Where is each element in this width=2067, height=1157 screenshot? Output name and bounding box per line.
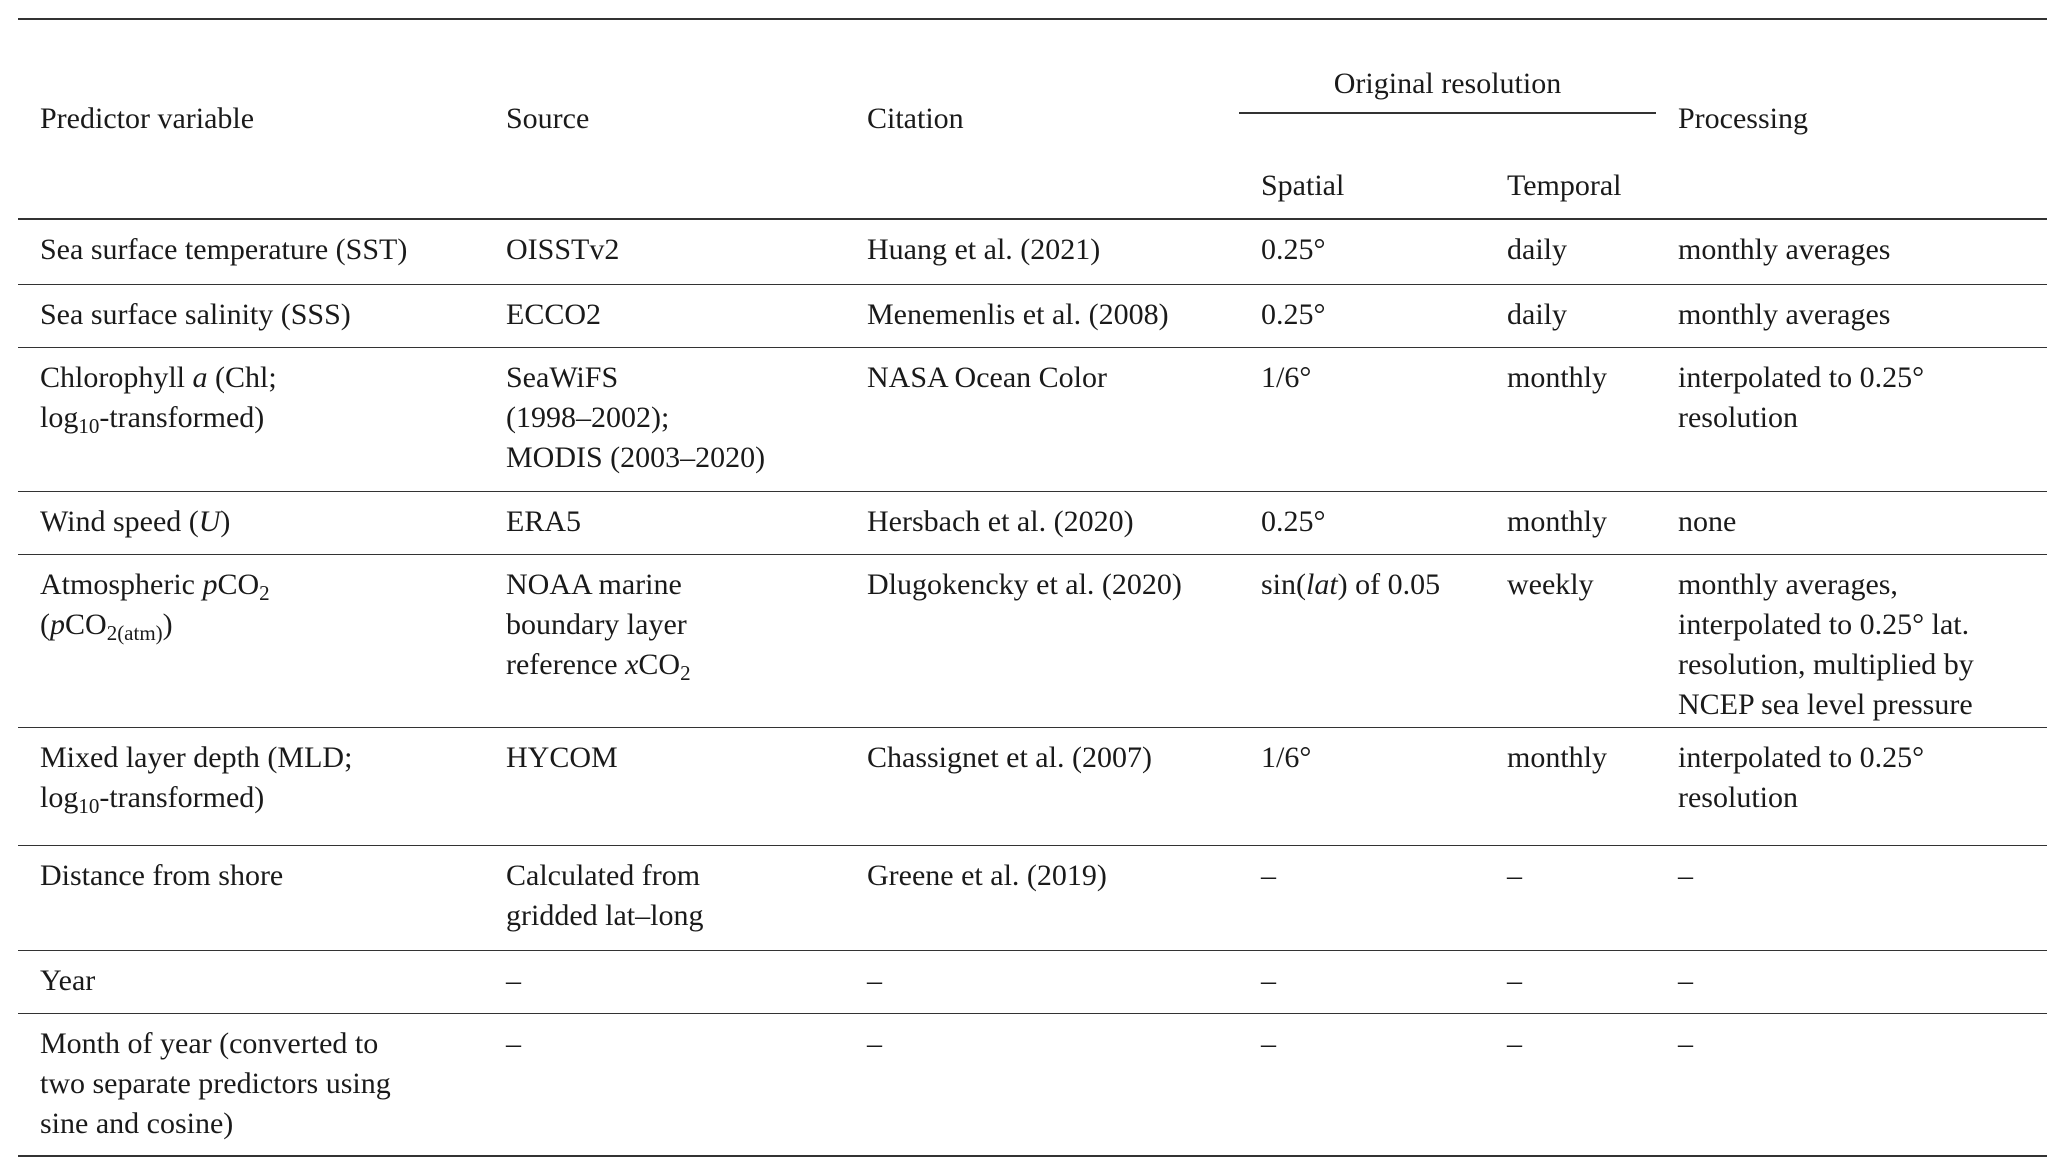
- cell-text: Sea surface temperature (SST): [40, 233, 408, 266]
- cell-text: monthly: [1507, 360, 1608, 394]
- predictor-variables-table: [18, 18, 2047, 1157]
- cell-source: [484, 1013, 845, 1156]
- cell-text: ): [220, 504, 231, 538]
- cell-text: -transformed): [99, 780, 265, 814]
- cell-text: Mixed layer depth (MLD; log: [40, 740, 353, 814]
- header-source: Source: [506, 102, 590, 135]
- table-row: [18, 554, 2047, 727]
- cell-text: daily: [1507, 233, 1567, 266]
- cell-text: Sea surface salinity (SSS): [40, 297, 351, 331]
- cell-citation: [845, 491, 1239, 554]
- cell-text: ): [162, 607, 173, 641]
- cell-spatial: [1239, 284, 1485, 347]
- subscript-text: 2: [259, 580, 270, 605]
- cell-text: –: [1261, 1026, 1276, 1060]
- cell-text: Greene et al. (2019): [867, 858, 1107, 892]
- italic-text: lat: [1306, 567, 1338, 601]
- cell-text: Hersbach et al. (2020): [867, 504, 1134, 538]
- cell-source: [484, 219, 845, 284]
- cell-citation: [845, 1013, 1239, 1156]
- cell-text: 1/6°: [1261, 740, 1312, 774]
- cell-predictor: [18, 491, 484, 554]
- cell-text: interpolated to 0.25° resolution: [1678, 360, 1925, 434]
- cell-text: none: [1678, 504, 1737, 538]
- italic-text: p: [202, 567, 218, 601]
- cell-source: [484, 347, 845, 491]
- cell-text: -transformed): [99, 400, 265, 434]
- cell-text: –: [1261, 858, 1276, 892]
- cell-citation: [845, 727, 1239, 845]
- subscript-text: 2: [680, 660, 691, 685]
- cell-temporal: [1485, 950, 1656, 1013]
- cell-temporal: [1485, 347, 1656, 491]
- cell-text: Month of year (converted to two separate predictors using sine and cosine): [40, 1026, 391, 1140]
- cell-text: interpolated to 0.25° resolution: [1678, 740, 1925, 814]
- cell-text: –: [1678, 858, 1693, 892]
- cell-text: Distance from shore: [40, 858, 284, 892]
- cell-predictor: [18, 284, 484, 347]
- cell-temporal: [1485, 845, 1656, 950]
- cell-predictor: [18, 1013, 484, 1156]
- cell-predictor: [18, 219, 484, 284]
- cell-temporal: [1485, 727, 1656, 845]
- table-row: [18, 284, 2047, 347]
- cell-spatial: [1239, 491, 1485, 554]
- cell-text: –: [506, 963, 521, 997]
- cell-source: [484, 845, 845, 950]
- cell-text: Menemenlis et al. (2008): [867, 297, 1169, 331]
- cell-text: 1/6°: [1261, 360, 1312, 394]
- cell-spatial: [1239, 845, 1485, 950]
- cell-text: weekly: [1507, 567, 1594, 601]
- cell-source: [484, 727, 845, 845]
- cell-spatial: [1239, 950, 1485, 1013]
- cell-text: ERA5: [506, 504, 581, 538]
- cell-temporal: [1485, 491, 1656, 554]
- cell-text: NASA Ocean Color: [867, 360, 1107, 394]
- cell-text: monthly: [1507, 740, 1608, 774]
- cell-spatial: [1239, 727, 1485, 845]
- cell-text: –: [1678, 1026, 1693, 1060]
- cell-processing: [1656, 491, 2047, 554]
- cell-text: Chlorophyll: [40, 360, 193, 394]
- cell-citation: [845, 347, 1239, 491]
- cell-text: –: [867, 963, 882, 997]
- cell-citation: [845, 845, 1239, 950]
- cell-text: 0.25°: [1261, 233, 1326, 266]
- cell-text: CO: [217, 567, 260, 601]
- cell-citation: [845, 950, 1239, 1013]
- header-spatial: Spatial: [1261, 169, 1345, 202]
- cell-text: SeaWiFS (1998–2002); MODIS (2003–2020): [506, 360, 766, 474]
- italic-text: x: [625, 647, 639, 681]
- header-original-resolution-label: Original resolution: [1239, 60, 1656, 114]
- cell-processing: [1656, 845, 2047, 950]
- cell-text: –: [867, 1026, 882, 1060]
- italic-text: p: [50, 607, 65, 641]
- cell-text: Atmospheric: [40, 567, 203, 601]
- subscript-text: 10: [78, 793, 100, 818]
- cell-citation: [845, 554, 1239, 727]
- cell-text: Chassignet et al. (2007): [867, 740, 1152, 774]
- cell-spatial: [1239, 554, 1485, 727]
- cell-text: –: [1507, 1026, 1522, 1060]
- cell-citation: [845, 219, 1239, 284]
- cell-source: [484, 491, 845, 554]
- cell-source: [484, 554, 845, 727]
- cell-text: –: [1507, 858, 1522, 892]
- cell-source: [484, 284, 845, 347]
- table-row: [18, 219, 2047, 284]
- table-row: [18, 491, 2047, 554]
- cell-spatial: [1239, 1013, 1485, 1156]
- cell-text: –: [1507, 963, 1522, 997]
- cell-text: monthly averages: [1678, 297, 1891, 331]
- cell-text: sin(: [1261, 567, 1306, 601]
- table-row: [18, 1013, 2047, 1156]
- table-row: [18, 347, 2047, 491]
- cell-text: (: [40, 607, 50, 641]
- cell-temporal: [1485, 554, 1656, 727]
- italic-text: a: [192, 360, 208, 394]
- subscript-text: 10: [78, 413, 100, 438]
- cell-text: Calculated from gridded lat–long: [506, 858, 704, 932]
- cell-text: (Chl; log: [40, 360, 277, 434]
- header-citation: Citation: [867, 102, 964, 135]
- cell-text: HYCOM: [506, 740, 618, 774]
- italic-text: U: [198, 504, 221, 538]
- header-original-resolution: [1239, 19, 1656, 154]
- cell-temporal: [1485, 284, 1656, 347]
- cell-predictor: [18, 347, 484, 491]
- cell-text: Year: [40, 963, 96, 997]
- cell-predictor: [18, 950, 484, 1013]
- subscript-text: 2(atm): [106, 620, 163, 645]
- table-row: [18, 727, 2047, 845]
- cell-predictor: [18, 845, 484, 950]
- cell-processing: [1656, 950, 2047, 1013]
- cell-text: 0.25°: [1261, 297, 1326, 331]
- cell-text: NOAA marine boundary layer reference: [506, 567, 687, 681]
- cell-text: ECCO2: [506, 297, 602, 331]
- cell-text: Wind speed (: [40, 504, 199, 538]
- cell-spatial: [1239, 347, 1485, 491]
- table-body: [18, 219, 2047, 1156]
- cell-citation: [845, 284, 1239, 347]
- cell-spatial: [1239, 219, 1485, 284]
- cell-text: daily: [1507, 297, 1567, 331]
- cell-predictor: [18, 727, 484, 845]
- cell-temporal: [1485, 1013, 1656, 1156]
- cell-text: monthly averages: [1678, 233, 1891, 266]
- cell-text: OISSTv2: [506, 233, 620, 266]
- cell-processing: [1656, 1013, 2047, 1156]
- cell-processing: [1656, 284, 2047, 347]
- cell-text: monthly averages, interpolated to 0.25° lat. resolution, multiplied by NCEP sea level pressure: [1678, 567, 1974, 721]
- cell-processing: [1656, 219, 2047, 284]
- cell-text: monthly: [1507, 504, 1608, 538]
- cell-predictor: [18, 554, 484, 727]
- table-header: [18, 19, 2047, 219]
- cell-text: Huang et al. (2021): [867, 233, 1101, 266]
- table-row: [18, 845, 2047, 950]
- cell-text: –: [1261, 963, 1276, 997]
- cell-processing: [1656, 554, 2047, 727]
- cell-text: ) of 0.05: [1337, 567, 1441, 601]
- header-temporal: Temporal: [1507, 169, 1622, 202]
- cell-temporal: [1485, 219, 1656, 284]
- header-predictor-variable: Predictor variable: [40, 102, 255, 135]
- header-processing: Processing: [1678, 102, 1808, 135]
- cell-text: –: [1678, 963, 1693, 997]
- cell-text: CO: [65, 607, 107, 641]
- cell-text: Dlugokencky et al. (2020): [867, 567, 1182, 601]
- cell-processing: [1656, 727, 2047, 845]
- table-row: [18, 950, 2047, 1013]
- cell-source: [484, 950, 845, 1013]
- cell-text: 0.25°: [1261, 504, 1326, 538]
- cell-text: –: [506, 1026, 521, 1060]
- cell-processing: [1656, 347, 2047, 491]
- cell-text: CO: [638, 647, 681, 681]
